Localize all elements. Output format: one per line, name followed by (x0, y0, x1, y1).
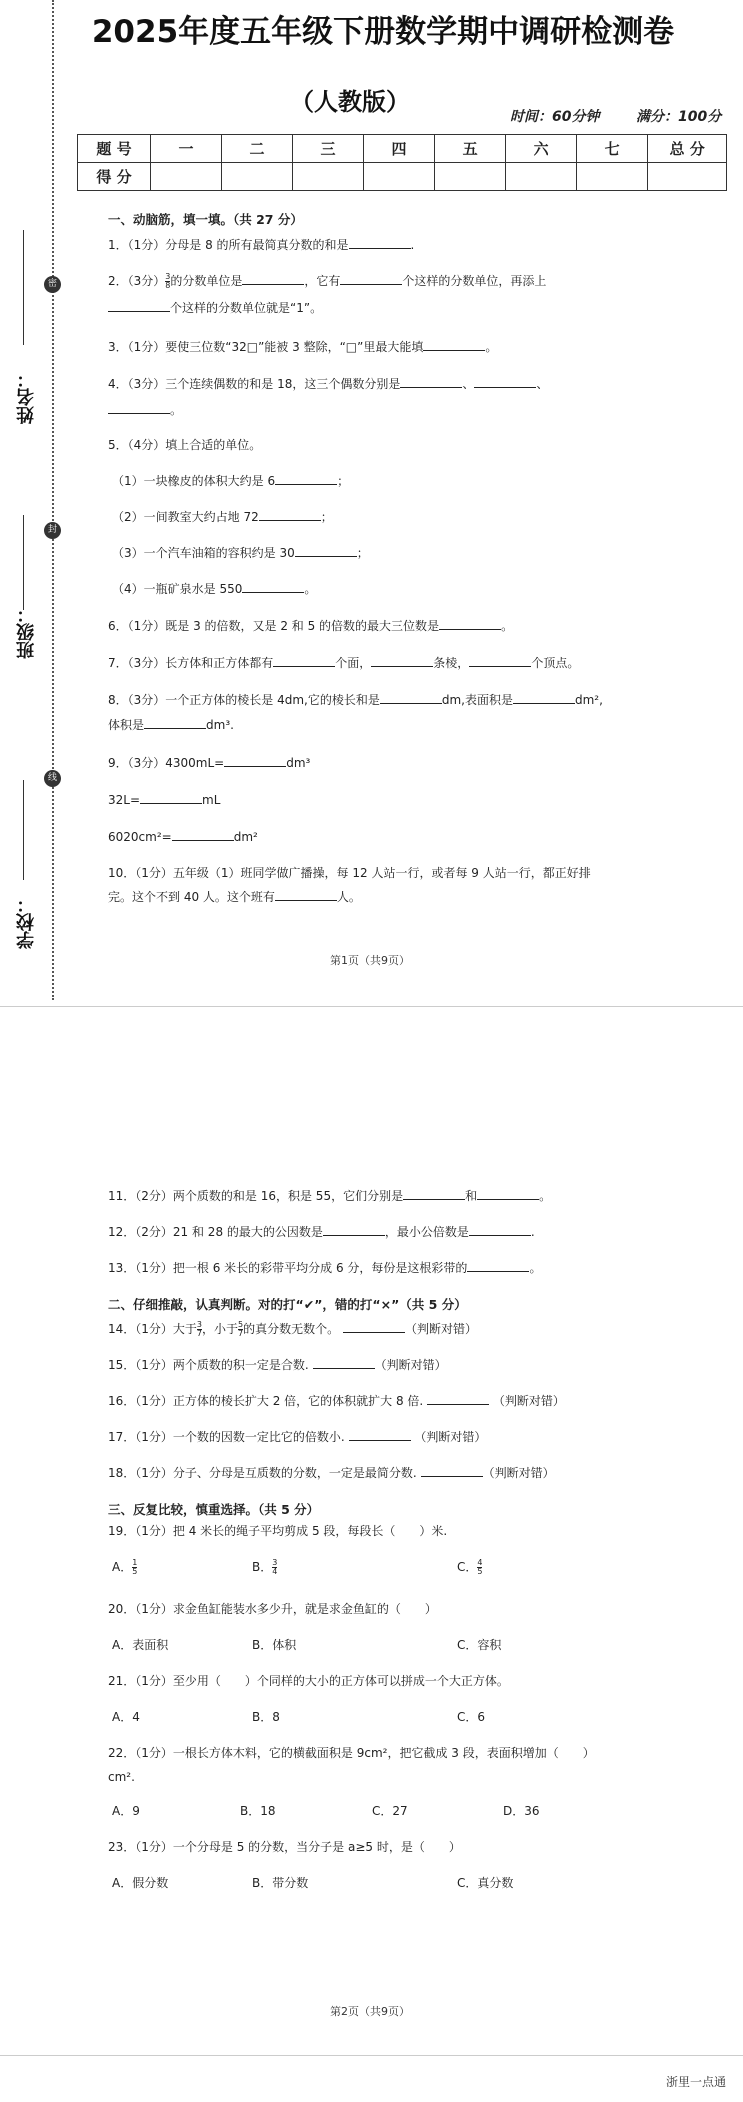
table-cell: 三 (293, 135, 364, 163)
binding-dotted-line (52, 0, 54, 1000)
score-table (77, 134, 727, 191)
question-16: 16．（1分）正方体的棱长扩大 2 倍，它的体积就扩大 8 倍. （判断对错） (108, 1394, 565, 1408)
question-21: 21．（1分）至少用（ ）个同样的大小的正方体可以拼成一个大正方体。 (108, 1674, 509, 1688)
class-rule (23, 515, 24, 610)
fraction: $\frac{1}{5}$ (132, 1558, 138, 1576)
page-2-footer: 第2页（共9页） (330, 2005, 410, 2018)
question-5: 5．（4分）填上合适的单位。 (108, 438, 262, 452)
score-input-cell[interactable] (221, 163, 292, 191)
question-9-3: 6020cm²= dm² (108, 830, 258, 844)
question-20: 20．（1分）求金鱼缸能装水多少升，就是求金鱼缸的（ ） (108, 1602, 437, 1616)
question-5-4: （4）一瓶矿泉水是 550 。 (112, 582, 317, 596)
question-7: 7．（3分）长方体和正方体都有 个面， 条棱， 个顶点。 (108, 656, 580, 670)
option-b[interactable]: B．18 (240, 1804, 276, 1818)
answer-blank[interactable] (349, 236, 411, 249)
question-2-cont: 个这样的分数单位就是“1”。 (108, 299, 628, 317)
answer-blank[interactable] (477, 1187, 539, 1200)
answer-blank[interactable] (259, 508, 321, 521)
table-cell: 七 (577, 135, 648, 163)
name-rule (23, 230, 24, 345)
option-b[interactable]: B．体积 (252, 1638, 297, 1652)
option-b[interactable]: B．带分数 (252, 1876, 309, 1890)
question-2: 2．（3分） $\frac{3}{8}$ 的分数单位是 ，它有 个这样的分数单位，再添上 (108, 272, 547, 290)
question-8: 8．（3分）一个正方体的棱长是 4dm,它的棱长和是 dm,表面积是 dm², (108, 693, 603, 707)
seal-mark-feng: 封 (44, 522, 61, 539)
school-rule (23, 780, 24, 880)
option-c[interactable]: C． $\frac{4}{5}$ (457, 1558, 483, 1576)
answer-blank[interactable] (469, 654, 531, 667)
table-cell: 五 (435, 135, 506, 163)
score-input-cell[interactable] (364, 163, 435, 191)
score-input-cell[interactable] (577, 163, 648, 191)
exam-page-1 (0, 0, 743, 1010)
option-d[interactable]: D．36 (503, 1804, 540, 1818)
fraction: $\frac{4}{5}$ (477, 1558, 483, 1576)
section-2-heading: 二、仔细推敲，认真判断。对的打“✔”，错的打“×”（共 5 分） (108, 1297, 467, 1312)
option-a[interactable]: A．假分数 (112, 1876, 169, 1890)
exam-title: 2025年度五年级下册数学期中调研检测卷 (91, 14, 675, 50)
answer-blank[interactable] (108, 299, 170, 312)
answer-blank[interactable] (108, 401, 170, 414)
answer-blank[interactable] (313, 1356, 375, 1369)
option-a[interactable]: A． $\frac{1}{5}$ (112, 1558, 138, 1576)
answer-blank[interactable] (371, 654, 433, 667)
question-4-cont: 。 (108, 401, 628, 419)
question-19: 19．（1分）把 4 米长的绳子平均剪成 5 段，每段长（ ）米. (108, 1524, 448, 1538)
name-label: 姓名： (16, 370, 37, 424)
score-table-header-row (78, 135, 727, 163)
fraction: $\frac{3}{8}$ (165, 272, 171, 290)
page-divider (0, 1006, 743, 1007)
answer-blank[interactable] (439, 617, 501, 630)
score-input-cell[interactable] (506, 163, 577, 191)
table-cell: 题 号 (78, 135, 151, 163)
option-a[interactable]: A．4 (112, 1710, 140, 1724)
option-a[interactable]: A．表面积 (112, 1638, 169, 1652)
answer-blank[interactable] (380, 691, 442, 704)
answer-blank[interactable] (474, 375, 536, 388)
option-c[interactable]: C．27 (372, 1804, 408, 1818)
answer-blank[interactable] (140, 791, 202, 804)
answer-blank[interactable] (427, 1392, 489, 1405)
exam-full-score: 满分：100分 (636, 109, 722, 125)
option-b[interactable]: B．8 (252, 1710, 280, 1724)
answer-blank[interactable] (224, 754, 286, 767)
question-5-1: （1）一块橡皮的体积大约是 6 ； (112, 474, 350, 488)
answer-blank[interactable] (469, 1223, 531, 1236)
question-14: 14．（1分）大于 $\frac{3}{7}$ ，小于 $\frac{5}{7}$ 的真分数无数个。 （判断对错） (108, 1320, 477, 1338)
question-10-cont: 完。这个不到 40 人。这个班有 人。 (108, 890, 361, 904)
exam-time: 时间：60分钟 (510, 109, 600, 125)
question-8-cont: 体积是 dm³. (108, 718, 234, 732)
score-input-cell[interactable] (293, 163, 364, 191)
corner-watermark: 浙里一点通 (666, 2075, 727, 2089)
question-18: 18．（1分）分子、分母是互质数的分数，一定是最简分数. （判断对错） (108, 1466, 555, 1480)
question-10: 10．（1分）五年级（1）班同学做广播操，每 12 人站一行，或者每 9 人站一行，都正好排 (108, 866, 591, 880)
class-label: 班级： (16, 605, 37, 659)
question-1: 1．（1分）分母是 8 的所有最简真分数的和是 . (108, 238, 415, 252)
fraction: $\frac{5}{7}$ (238, 1320, 244, 1338)
answer-blank[interactable] (172, 828, 234, 841)
question-15: 15．（1分）两个质数的积一定是合数. （判断对错） (108, 1358, 447, 1372)
exam-page-2 (0, 1010, 743, 2102)
page-divider (0, 2055, 743, 2056)
option-a[interactable]: A．9 (112, 1804, 140, 1818)
fraction: $\frac{3}{7}$ (196, 1320, 202, 1338)
question-3: 3．（1分）要使三位数“32□”能被 3 整除，“□”里最大能填 。 (108, 340, 498, 354)
answer-blank[interactable] (273, 654, 335, 667)
option-c[interactable]: C．6 (457, 1710, 486, 1724)
table-cell: 一 (150, 135, 221, 163)
answer-blank[interactable] (467, 1259, 529, 1272)
table-cell: 四 (364, 135, 435, 163)
page-1-footer: 第1页（共9页） (330, 954, 410, 967)
question-13: 13．（1分）把一根 6 米长的彩带平均分成 6 分，每份是这根彩带的 。 (108, 1261, 542, 1275)
question-22-cont: cm². (108, 1770, 135, 1784)
answer-blank[interactable] (242, 580, 304, 593)
table-cell: 六 (506, 135, 577, 163)
answer-blank[interactable] (400, 375, 462, 388)
question-17: 17．（1分）一个数的因数一定比它的倍数小. （判断对错） (108, 1430, 487, 1444)
fraction: $\frac{3}{4}$ (272, 1558, 278, 1576)
seal-mark-xian: 线 (44, 770, 61, 787)
question-9-2: 32L= mL (108, 793, 221, 807)
answer-blank[interactable] (421, 1464, 483, 1477)
score-input-cell[interactable] (435, 163, 506, 191)
question-5-3: （3）一个汽车油箱的容积约是 30 ； (112, 546, 369, 560)
answer-blank[interactable] (144, 716, 206, 729)
section-1-heading: 一、动脑筋，填一填。（共 27 分） (108, 212, 303, 227)
seal-mark-mi: 密 (44, 276, 61, 293)
question-22: 22．（1分）一根长方体木料，它的横截面积是 9cm²，把它截成 3 段，表面积增加（ ） (108, 1746, 595, 1760)
score-input-cell[interactable] (150, 163, 221, 191)
score-input-cell[interactable] (648, 163, 727, 191)
answer-blank[interactable] (513, 691, 575, 704)
question-6: 6．（1分）既是 3 的倍数，又是 2 和 5 的倍数的最大三位数是 。 (108, 619, 514, 633)
question-5-2: （2）一间教室大约占地 72 ； (112, 510, 333, 524)
table-cell: 得 分 (78, 163, 151, 191)
answer-blank[interactable] (343, 1320, 405, 1333)
option-c[interactable]: C．容积 (457, 1638, 502, 1652)
question-4: 4．（3分）三个连续偶数的和是 18，这三个偶数分别是 、 、 (108, 377, 549, 391)
table-cell: 总 分 (648, 135, 727, 163)
school-label: 学校： (16, 895, 37, 949)
answer-blank[interactable] (349, 1428, 411, 1441)
option-c[interactable]: C．真分数 (457, 1876, 514, 1890)
question-11: 11．（2分）两个质数的和是 16，积是 55，它们分别是 和 。 (108, 1189, 552, 1203)
score-table-score-row (78, 163, 727, 191)
answer-blank[interactable] (275, 888, 337, 901)
question-9: 9．（3分）4300mL= dm³ (108, 756, 311, 770)
answer-blank[interactable] (295, 544, 357, 557)
answer-blank[interactable] (403, 1187, 465, 1200)
table-cell: 二 (221, 135, 292, 163)
answer-blank[interactable] (340, 272, 402, 285)
answer-blank[interactable] (242, 272, 304, 285)
question-23: 23．（1分）一个分母是 5 的分数，当分子是 a≥5 时，是（ ） (108, 1840, 461, 1854)
answer-blank[interactable] (423, 338, 485, 351)
question-12: 12．（2分）21 和 28 的最大的公因数是 ，最小公倍数是 . (108, 1225, 535, 1239)
section-3-heading: 三、反复比较，慎重选择。（共 5 分） (108, 1502, 320, 1517)
option-b[interactable]: B． $\frac{3}{4}$ (252, 1558, 278, 1576)
answer-blank[interactable] (323, 1223, 385, 1236)
answer-blank[interactable] (275, 472, 337, 485)
exam-subtitle: （人教版） (290, 88, 410, 116)
